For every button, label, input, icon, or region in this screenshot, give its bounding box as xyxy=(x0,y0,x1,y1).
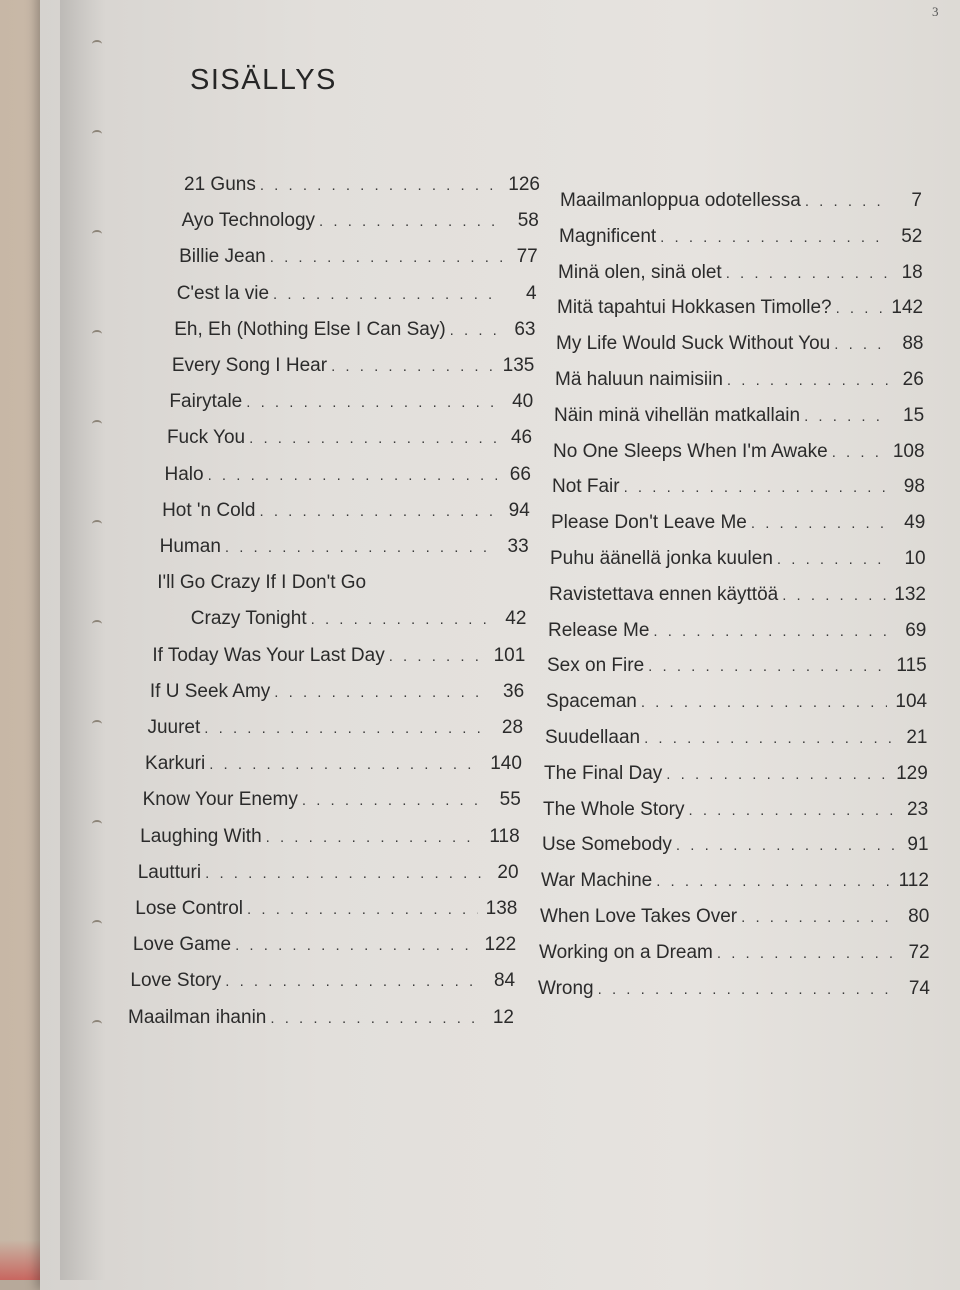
toc-entry-title: Use Somebody xyxy=(542,834,672,856)
toc-leader-dots xyxy=(225,535,495,561)
toc-entry-page: 84 xyxy=(493,970,516,992)
toc-leader-dots xyxy=(805,189,888,215)
toc-leader-dots xyxy=(598,977,896,1003)
toc-entry xyxy=(138,860,519,887)
toc-entry xyxy=(191,606,527,633)
page-number: 3 xyxy=(932,4,939,19)
toc-entry xyxy=(160,534,529,561)
toc-entry-page: 33 xyxy=(507,536,529,557)
toc-leader-dots xyxy=(660,225,888,251)
toc-entry-page: 28 xyxy=(501,717,524,738)
toc-entry xyxy=(547,653,927,680)
toc-entry-page: 94 xyxy=(508,499,530,521)
toc-entry-title: Know Your Enemy xyxy=(142,789,298,811)
toc-entry-title: Crazy Tonight xyxy=(190,608,307,630)
toc-entry xyxy=(540,904,929,931)
toc-entry-page: 72 xyxy=(908,941,930,963)
toc-entry-page: 12 xyxy=(492,1006,514,1028)
toc-entry xyxy=(553,439,925,466)
toc-entry-title: Fuck You xyxy=(166,427,246,449)
toc-leader-dots xyxy=(208,463,497,489)
toc-entry-page: 21 xyxy=(906,727,928,748)
toc-entry xyxy=(152,643,525,670)
toc-leader-dots xyxy=(717,941,896,967)
toc-entry-page: 91 xyxy=(907,834,929,856)
toc-entry xyxy=(162,498,530,525)
toc-entry-title: Laughing With xyxy=(140,825,262,847)
toc-entry-title: Minä olen, sinä olet xyxy=(558,261,722,283)
toc-leader-dots xyxy=(302,788,487,814)
toc-entry-page: 36 xyxy=(503,680,525,702)
toc-entry-page: 55 xyxy=(499,789,521,811)
toc-leader-dots xyxy=(331,354,495,380)
toc-entry-page: 49 xyxy=(904,512,926,534)
toc-entry-title: Juuret xyxy=(147,717,201,738)
toc-leader-dots xyxy=(225,969,481,995)
toc-entry-title: When Love Takes Over xyxy=(540,906,738,927)
toc-entry-page: 52 xyxy=(901,225,923,247)
toc-entry xyxy=(550,546,926,573)
toc-entry-page: 66 xyxy=(509,463,531,485)
toc-entry-page: 88 xyxy=(902,333,924,355)
toc-leader-dots xyxy=(777,547,892,573)
toc-entry-title: The Whole Story xyxy=(543,798,685,820)
toc-entry xyxy=(556,331,923,358)
toc-entry xyxy=(177,281,537,308)
toc-entry-title: Karkuri xyxy=(145,753,206,775)
toc-entry xyxy=(135,896,517,923)
toc-entry xyxy=(143,787,521,814)
toc-entry-page: 74 xyxy=(908,977,930,999)
toc-entry xyxy=(174,317,535,344)
toc-entry-title: Release Me xyxy=(548,619,650,641)
toc-entry-page: 140 xyxy=(490,753,522,775)
toc-entry-page: 118 xyxy=(489,825,520,847)
toc-entry-page: 69 xyxy=(905,619,927,641)
toc-leader-dots xyxy=(804,404,890,430)
toc-entry-title: Fairytale xyxy=(169,391,243,413)
toc-leader-dots xyxy=(656,869,890,895)
toc-leader-dots xyxy=(260,173,500,199)
toc-entry xyxy=(167,425,532,452)
toc-leader-dots xyxy=(676,833,895,859)
toc-entry xyxy=(147,715,523,742)
toc-leader-dots xyxy=(270,245,504,271)
toc-entry-title: Human xyxy=(159,536,221,557)
toc-entry-title: Hot 'n Cold xyxy=(162,499,256,521)
toc-entry-page: 15 xyxy=(903,404,925,426)
toc-entry-title: War Machine xyxy=(541,870,653,892)
toc-entry-page: 10 xyxy=(904,548,926,569)
toc-entry xyxy=(157,570,527,596)
toc-entry xyxy=(539,940,930,967)
page-title: SISÄLLYS xyxy=(190,64,337,96)
toc-leader-dots xyxy=(274,680,490,706)
toc-entry-page: 7 xyxy=(911,190,922,211)
toc-leader-dots xyxy=(389,644,486,670)
toc-leader-dots xyxy=(247,897,478,923)
toc-entry xyxy=(557,295,923,322)
toc-entry-title: C'est la vie xyxy=(176,282,270,304)
toc-entry-page: 4 xyxy=(526,282,537,304)
toc-leader-dots xyxy=(741,905,895,931)
toc-entry-page: 58 xyxy=(517,210,539,232)
toc-entry xyxy=(549,582,926,609)
toc-entry-page: 138 xyxy=(485,898,518,919)
toc-entry xyxy=(165,462,531,489)
toc-entry-title: Mitä tapahtui Hokkasen Timolle? xyxy=(557,297,832,319)
toc-entry xyxy=(559,224,922,251)
toc-entry-page: 20 xyxy=(497,861,519,883)
toc-leader-dots xyxy=(782,583,886,609)
toc-leader-dots xyxy=(834,332,889,358)
toc-entry xyxy=(184,172,540,199)
toc-leader-dots xyxy=(311,607,493,633)
toc-entry-page: 126 xyxy=(508,174,540,195)
toc-entry-title: I'll Go Crazy If I Don't Go xyxy=(157,572,367,594)
toc-entry xyxy=(555,367,924,394)
toc-leader-dots xyxy=(246,390,499,416)
toc-entry xyxy=(560,188,922,215)
toc-leader-dots xyxy=(648,654,888,680)
toc-entry xyxy=(133,932,516,959)
toc-entry xyxy=(140,824,519,851)
toc-entry-title: If U Seek Amy xyxy=(149,680,271,702)
toc-entry-page: 101 xyxy=(493,644,526,666)
toc-leader-dots xyxy=(259,499,495,525)
toc-entry-title: Every Song I Hear xyxy=(171,355,328,376)
toc-entry xyxy=(558,260,923,287)
toc-entry-title: If Today Was Your Last Day xyxy=(152,644,385,666)
toc-entry-title: Lautturi xyxy=(137,861,202,883)
toc-entry-title: Love Story xyxy=(130,970,222,992)
toc-entry-title: No One Sleeps When I'm Awake xyxy=(553,440,828,462)
toc-entry-page: 129 xyxy=(896,762,928,784)
toc-entry-page: 98 xyxy=(903,476,925,498)
toc-leader-dots xyxy=(266,825,482,851)
toc-entry xyxy=(552,474,925,501)
toc-leader-dots xyxy=(653,619,892,645)
toc-entry xyxy=(130,968,515,995)
toc-entry-page: 80 xyxy=(908,906,930,927)
toc-entry-page: 122 xyxy=(484,934,517,956)
toc-entry xyxy=(554,403,924,430)
toc-entry-title: Ravistettava ennen käyttöä xyxy=(549,583,779,605)
toc-leader-dots xyxy=(270,1006,480,1032)
toc-entry-title: Working on a Dream xyxy=(539,941,713,963)
toc-leader-dots xyxy=(235,933,476,959)
toc-entry-title: The Final Day xyxy=(544,762,663,784)
toc-entry xyxy=(541,868,929,895)
toc-leader-dots xyxy=(209,752,482,778)
toc-entry-page: 46 xyxy=(510,427,533,449)
toc-entry-page: 23 xyxy=(907,798,929,820)
toc-entry-title: 21 Guns xyxy=(184,174,256,195)
toc-entry xyxy=(542,832,929,859)
toc-entry-title: My Life Would Suck Without You xyxy=(556,333,831,355)
toc-entry-title: Lose Control xyxy=(135,898,244,919)
toc-entry-title: Puhu äänellä jonka kuulen xyxy=(550,548,773,569)
toc-leader-dots xyxy=(832,440,885,466)
toc-entry-title: Mä haluun naimisiin xyxy=(555,369,723,390)
toc-entry-title: Wrong xyxy=(538,977,594,999)
toc-leader-dots xyxy=(319,209,505,235)
toc-entry xyxy=(538,976,930,1003)
toc-entry xyxy=(150,679,524,706)
toc-leader-dots xyxy=(727,368,890,394)
toc-entry-page: 135 xyxy=(502,355,535,376)
toc-entry xyxy=(172,353,535,380)
toc-leader-dots xyxy=(204,716,489,742)
toc-entry xyxy=(545,725,927,752)
toc-leader-dots xyxy=(624,475,891,501)
toc-entry-page: 115 xyxy=(896,655,927,677)
toc-leader-dots xyxy=(205,861,484,887)
toc-entry-title: Näin minä vihellän matkallain xyxy=(554,404,801,426)
toc-entry-title: Magnificent xyxy=(559,225,657,247)
toc-entry xyxy=(182,208,539,235)
toc-entry-title: Not Fair xyxy=(552,476,620,498)
toc-entry-title: Spaceman xyxy=(546,691,637,713)
toc-entry-title: Suudellaan xyxy=(545,727,641,748)
toc-entry-title: Billie Jean xyxy=(179,246,266,268)
toc-leader-dots xyxy=(726,261,889,287)
toc-entry-title: Ayo Technology xyxy=(181,210,316,232)
toc-leader-dots xyxy=(641,690,888,716)
toc-entry-page: 77 xyxy=(516,246,538,268)
toc-entry xyxy=(548,618,926,645)
toc-entry-page: 63 xyxy=(514,318,536,340)
toc-entry xyxy=(551,510,925,537)
toc-entry-page: 18 xyxy=(901,261,923,283)
toc-entry xyxy=(543,797,928,824)
toc-entry-page: 40 xyxy=(512,391,534,413)
toc-entry-page: 108 xyxy=(892,440,925,462)
toc-leader-dots xyxy=(644,726,893,752)
page-spine-shadow xyxy=(60,0,106,1280)
toc-entry-page: 142 xyxy=(891,297,924,319)
toc-entry-title: Sex on Fire xyxy=(547,655,645,677)
toc-entry-page: 132 xyxy=(894,583,926,605)
toc-leader-dots xyxy=(450,318,502,344)
toc-leader-dots xyxy=(836,296,884,322)
toc-entry-title: Eh, Eh (Nothing Else I Can Say) xyxy=(174,318,446,340)
toc-entry-title: Please Don't Leave Me xyxy=(551,512,747,534)
toc-leader-dots xyxy=(666,762,888,788)
toc-entry xyxy=(169,389,533,416)
toc-entry-title: Halo xyxy=(164,463,204,485)
toc-entry-page: 42 xyxy=(505,608,527,630)
toc-entry-title: Maailmanloppua odotellessa xyxy=(560,190,801,211)
toc-leader-dots xyxy=(249,426,498,452)
toc-entry-title: Maailman ihanin xyxy=(128,1006,267,1028)
toc-entry xyxy=(179,244,538,271)
toc-leader-dots xyxy=(751,511,891,537)
toc-leader-dots xyxy=(273,282,503,308)
toc-entry xyxy=(145,751,522,778)
toc-entry xyxy=(128,1005,514,1032)
toc-entry-title: Love Game xyxy=(132,934,232,956)
toc-entry xyxy=(544,761,928,788)
toc-entry-page: 112 xyxy=(898,870,929,892)
toc-entry xyxy=(546,689,927,716)
toc-entry-page: 26 xyxy=(902,369,924,390)
toc-entry-page: 104 xyxy=(895,691,928,713)
toc-leader-dots xyxy=(689,798,895,824)
